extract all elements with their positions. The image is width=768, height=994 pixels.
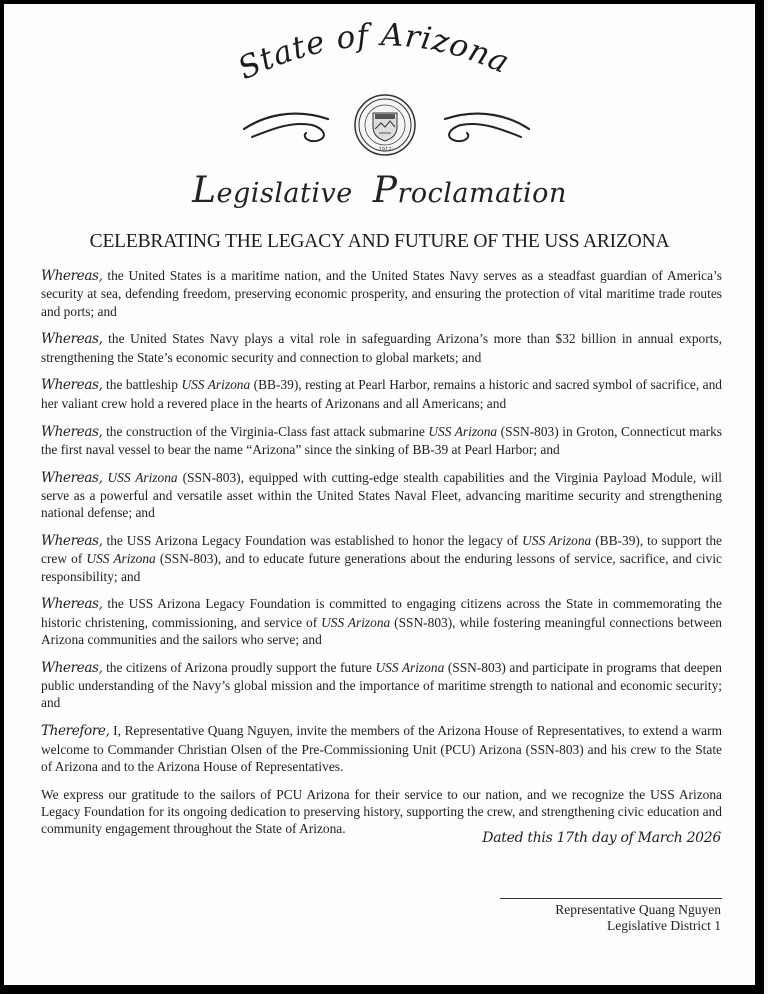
clause-lead-word: Whereas, [41,331,103,348]
ship-name: USS Arizona [428,423,498,439]
whereas-clause [41,267,722,320]
ship-name: USS Arizona [522,533,592,549]
scan-edge-strip [764,0,768,994]
proclamation-title [4,170,755,211]
ship-name: USS Arizona [107,469,178,485]
clause-text: I, Representative Quang Nguyen, invite the members of the Arizona House of Representatives, to extend a warm welcome to Commander Christian Olsen of the Pre-Commissioning Unit (PCU) Arizona (SSN-803) and his crew to the State of Arizona and to the Arizona House of Representatives. [41,723,722,774]
clause-lead-word: Whereas, [41,596,103,613]
clause-text: the USS Arizona Legacy Foundation was established to honor the legacy of [102,533,523,549]
clause-lead-word: Whereas, [41,377,103,394]
clause-lead-word: Whereas, [41,533,103,550]
flourish-right-icon [439,107,531,147]
signature-block [555,902,721,934]
proclamation-headline: CELEBRATING THE LEGACY AND FUTURE OF THE USS ARIZONA [89,231,670,252]
clause-lead-word: Whereas, [41,659,103,676]
clause-text: (SSN-803), and to educate future generations about the enduring lessons of service, sacrifice, and civic responsibility; and [41,551,722,584]
clause-text: (BB-39), to support the crew of [41,533,723,567]
svg-text:State of Arizona [233,17,516,87]
clause-text: the United States Navy plays a vital role in safeguarding Arizona’s more than $32 billion in annual exports, strengthening the State’s economic security and connection to global markets; and [41,331,722,365]
clause-text: We express our gratitude to the sailors of PCU Arizona for their service to our nation, and we recognize the USS Arizona Legacy Foundation for its ongoing dedication to preserving history, supporting the crew, and strengthening civic education and community engagement throughout the State of Arizona. [41,786,722,837]
whereas-clause [41,659,722,712]
state-title-text: State of Arizona [232,17,516,88]
clause-text: (SSN-803), while fostering meaningful connections between Arizona communities and the sailors who serve; and [41,614,722,648]
svg-text:1912: 1912 [378,147,392,153]
therefore-clause [41,722,722,775]
clause-text: (SSN-803) in Groton, Connecticut marks the first naval vessel to bear the name “Arizona” since the sinking of BB-39 at Pearl Harbor; and [41,423,722,457]
whereas-clause [41,469,722,522]
title-initial-l: L [192,170,217,211]
clause-text: the USS Arizona Legacy Foundation is committed to engaging citizens across the State in commemorating the historic christening, commissioning, and service of [41,596,722,630]
clause-lead-word: Whereas, [41,268,103,284]
signature-line [500,898,722,899]
clause-text: (BB-39), resting at Pearl Harbor, remains a historic and sacred symbol of sacrifice, and her valiant crew hold a revered place in the hearts of Arizonans and all Americans; and [41,377,723,411]
whereas-clause [41,376,722,412]
whereas-clause [41,423,722,459]
ship-name: USS Arizona [181,377,251,393]
ship-name: USS Arizona [375,659,445,675]
whereas-clause [41,532,722,585]
signatory-district: Legislative District 1 [607,918,721,933]
proclamation-page [4,4,755,985]
state-title-arc [4,4,755,94]
title-initial-p: P [372,170,398,211]
clause-lead-word: Therefore, [41,723,110,740]
dated-line: Dated this 17th day of March 2026 [482,830,721,846]
title-word-legislative: egislative [216,178,353,209]
clause-text: the United States is a maritime nation, and the United States Navy serves as a steadfast guardian of America’s security at sea, defending freedom, preserving economic prosperity, and ensuring the protection of vital maritime trade routes and ports; and [41,268,722,319]
proclamation-body [41,267,722,848]
clause-text: the battleship [102,377,182,393]
ship-name: USS Arizona [321,614,391,630]
ship-name: USS Arizona [86,551,156,567]
clause-lead-word: Whereas, [41,469,103,486]
whereas-clause [41,595,722,648]
whereas-clause [41,330,722,366]
great-seal-icon [353,93,417,157]
clause-text: the construction of the Virginia-Class fast attack submarine [102,423,429,439]
clause-text: (SSN-803) and participate in programs that deepen public understanding of the Navy’s global mission and the importance of maritime strength to national and economic security; and [41,659,722,711]
clause-lead-word: Whereas, [41,423,103,440]
clause-text: the citizens of Arizona proudly support the future [102,659,376,675]
clause-text: (SSN-803), equipped with cutting-edge stealth capabilities and the Virginia Payload Module, will serve as a powerful and versatile asset within the United States Naval Fleet, advancing maritime security and strengthening national defense; and [41,469,722,521]
flourish-left-icon [242,107,334,147]
title-word-proclamation: roclamation [397,178,567,209]
signatory-name: Representative Quang Nguyen [555,902,721,917]
state-title [4,4,755,94]
